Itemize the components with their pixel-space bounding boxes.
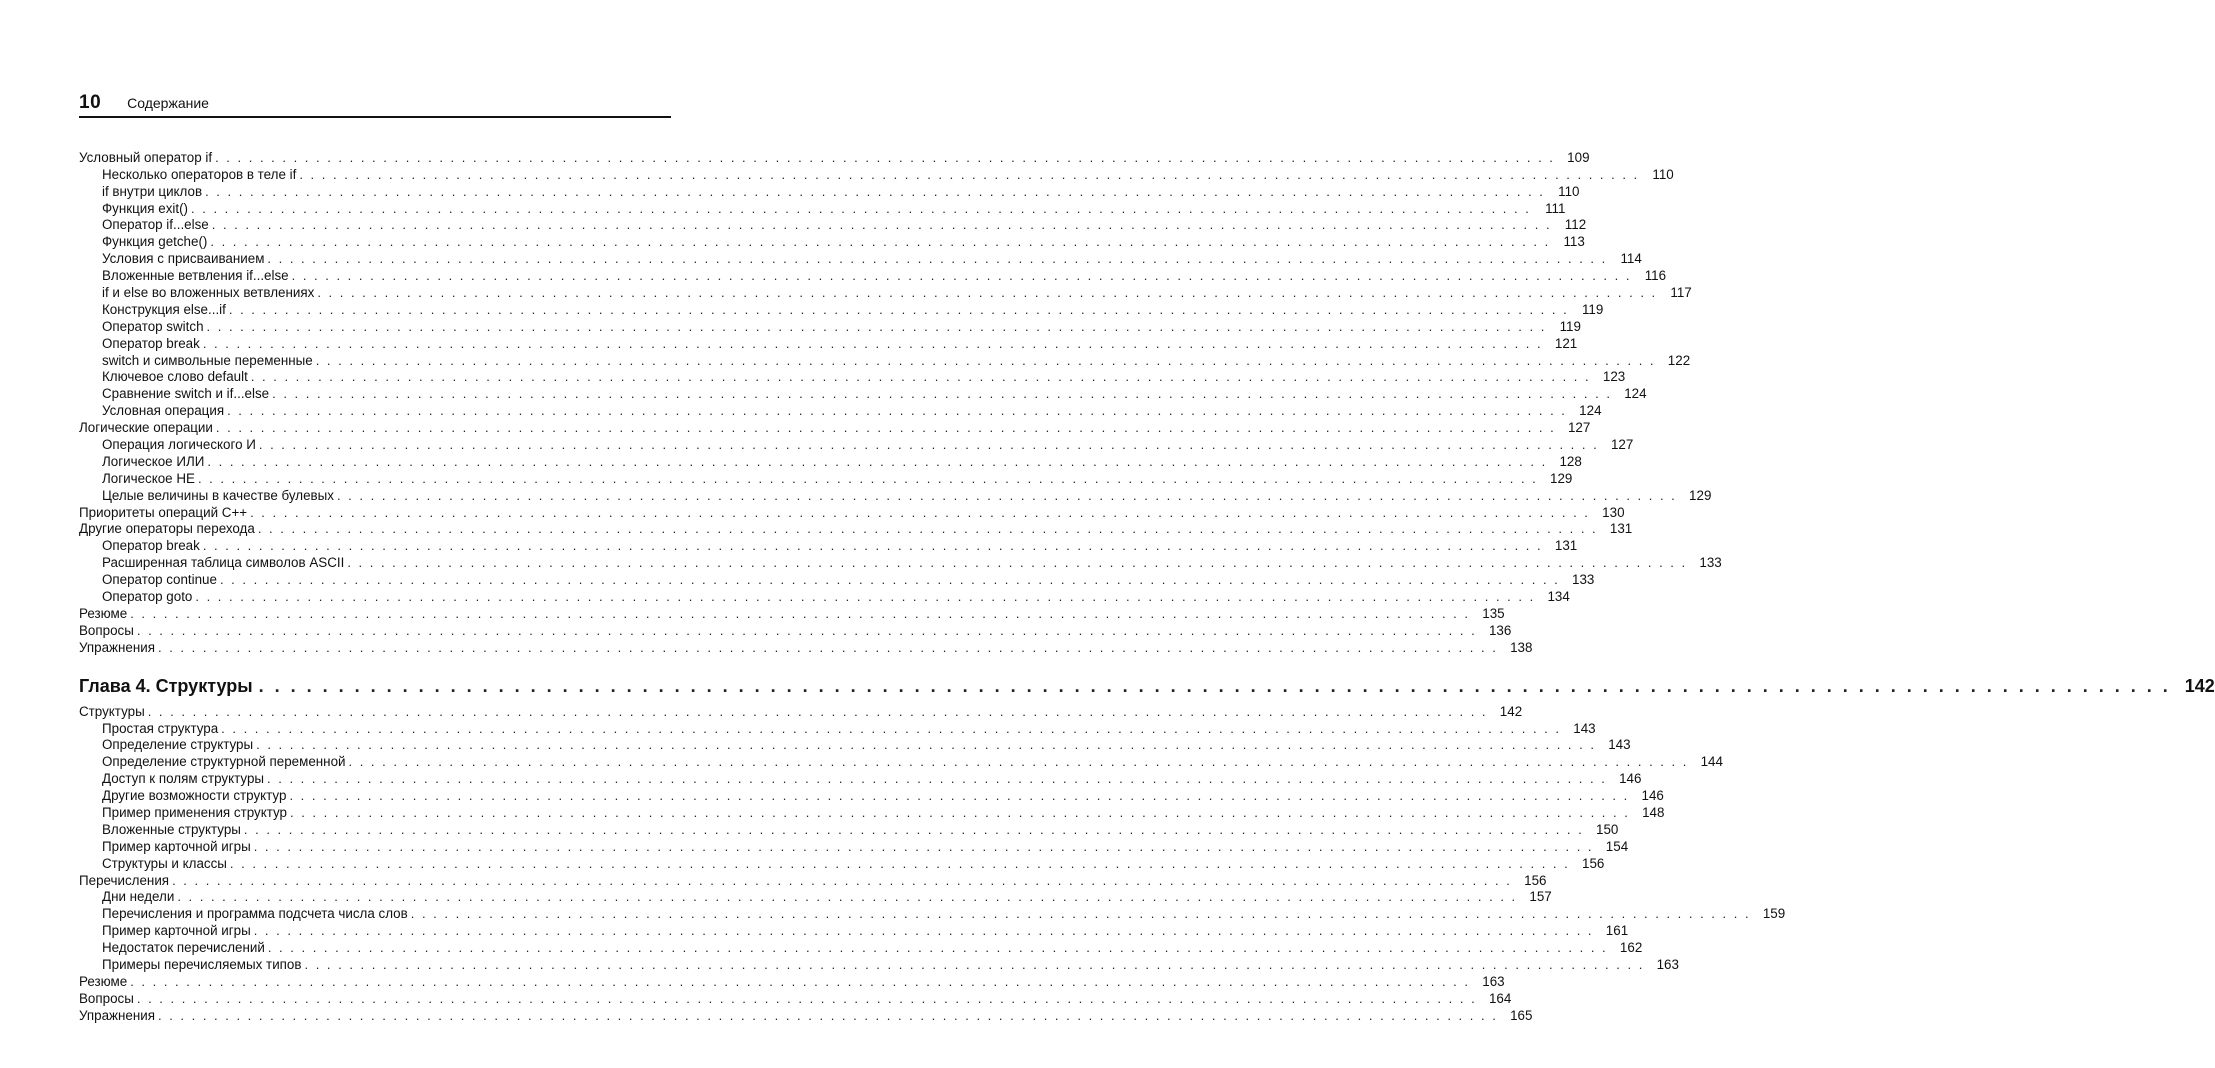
toc-entry xyxy=(79,889,1552,906)
dot-leader: ........................................................................................................................ xyxy=(177,889,1523,905)
dot-leader: ........................................................................................................................ xyxy=(315,352,1662,368)
toc-entry-page: 146 xyxy=(1641,788,1664,804)
toc-entry-page: 144 xyxy=(1700,754,1723,770)
toc-entry xyxy=(79,217,1587,234)
toc-entry-title: Пример применения структур xyxy=(102,804,287,820)
toc-entry-title: Другие возможности структур xyxy=(102,788,287,804)
dot-leader: ........................................................................................................................ xyxy=(348,754,1694,770)
toc-entry-title: Оператор break xyxy=(102,538,200,554)
running-head xyxy=(79,92,671,118)
dot-leader: ........................................................................................................................ xyxy=(317,285,1663,301)
toc-entry-title: Недостаток перечислений xyxy=(102,940,265,956)
dot-leader: ........................................................................................................................ xyxy=(130,605,1476,621)
toc-section-chapter-4 xyxy=(79,703,1786,1024)
toc-entry xyxy=(79,554,1722,571)
toc-entry xyxy=(79,737,1631,754)
dot-leader: ........................................................................................................................ xyxy=(227,403,1573,419)
dot-leader: ........................................................................................................................ xyxy=(206,318,1552,334)
toc-entry xyxy=(79,855,1605,872)
toc-entry-page: 156 xyxy=(1524,872,1547,888)
toc-entry-page: 164 xyxy=(1488,990,1512,1006)
chapter-title: Глава 4. Структуры xyxy=(79,675,253,696)
toc-entry-page: 165 xyxy=(1510,1007,1533,1023)
dot-leader: ........................................................................................................................ xyxy=(253,923,1600,939)
toc-entry-page: 134 xyxy=(1547,589,1570,605)
toc-entry-title: Перечисления и программа подсчета числа слов xyxy=(102,906,408,922)
toc-entry-page: 127 xyxy=(1567,420,1591,436)
toc-entry-page: 133 xyxy=(1572,572,1595,588)
toc-entry-title: Доступ к полям структуры xyxy=(102,771,265,787)
toc-entry xyxy=(79,521,1633,538)
toc-entry-page: 124 xyxy=(1579,403,1602,419)
dot-leader: ........................................................................................................................ xyxy=(258,675,2179,696)
toc-entry-page: 143 xyxy=(1573,720,1596,736)
toc-entry xyxy=(79,369,1626,386)
toc-entry xyxy=(79,284,1692,301)
toc-entry-title: Другие операторы перехода xyxy=(79,521,255,537)
toc-entry-title: Перечисления xyxy=(79,872,170,888)
toc-entry-page: 113 xyxy=(1563,234,1585,250)
toc-entry-title: Вопросы xyxy=(79,990,134,1006)
dot-leader: ........................................................................................................................ xyxy=(336,487,1683,503)
toc-entry-page: 150 xyxy=(1596,821,1619,837)
toc-entry xyxy=(79,571,1595,588)
toc-entry xyxy=(79,939,1643,956)
dot-leader: ........................................................................................................................ xyxy=(272,386,1618,402)
dot-leader: ........................................................................................................................ xyxy=(243,821,1590,837)
toc-entry-page: 128 xyxy=(1559,453,1582,469)
toc-entry-page: 112 xyxy=(1564,217,1587,233)
dot-leader: ........................................................................................................................ xyxy=(410,906,1757,922)
toc-entry-page: 135 xyxy=(1482,605,1505,621)
dot-leader: ........................................................................................................................ xyxy=(299,166,1645,182)
toc-entry xyxy=(79,622,1512,639)
toc-entry-page: 116 xyxy=(1644,268,1667,284)
dot-leader: ........................................................................................................................ xyxy=(197,470,1544,486)
toc-entry-title: Условная операция xyxy=(102,403,225,419)
toc-entry-page: 142 xyxy=(1499,703,1523,719)
toc-entry-title: Логическое ИЛИ xyxy=(102,453,205,469)
dot-leader: ........................................................................................................................ xyxy=(172,872,1518,888)
toc-entry xyxy=(79,487,1712,504)
toc-entry xyxy=(79,470,1573,487)
toc-entry-title: Функция getche() xyxy=(102,234,208,250)
chapter-page: 142 xyxy=(2184,675,2215,696)
toc-entry xyxy=(79,720,1596,737)
dot-leader: ........................................................................................................................ xyxy=(215,420,1562,436)
toc-entry xyxy=(79,537,1578,554)
dot-leader: ........................................................................................................................ xyxy=(195,589,1541,605)
toc-entry-title: Несколько операторов в теле if xyxy=(102,166,297,182)
toc-entry-page: 148 xyxy=(1642,804,1665,820)
dot-leader: ........................................................................................................................ xyxy=(267,251,1613,267)
toc-entry xyxy=(79,804,1665,821)
toc-entry-page: 127 xyxy=(1610,437,1634,453)
dot-leader: ........................................................................................................................ xyxy=(257,521,1604,537)
toc-entry xyxy=(79,436,1634,453)
dot-leader: ........................................................................................................................ xyxy=(229,855,1576,871)
toc-entry-title: Структуры xyxy=(79,703,145,719)
toc-entry xyxy=(79,504,1625,521)
dot-leader: ........................................................................................................................ xyxy=(157,639,1504,655)
toc-section-chapter-3 xyxy=(79,149,1722,656)
dot-leader: ........................................................................................................................ xyxy=(221,720,1567,736)
toc-entry-title: if и else во вложенных ветвлениях xyxy=(102,285,315,301)
toc-entry xyxy=(79,149,1590,166)
toc-entry-page: 131 xyxy=(1609,521,1633,537)
toc-entry-page: 136 xyxy=(1488,622,1512,638)
dot-leader: ........................................................................................................................ xyxy=(253,838,1600,854)
toc-entry xyxy=(79,250,1642,267)
toc-entry xyxy=(79,703,1523,720)
dot-leader: ........................................................................................................................ xyxy=(136,990,1483,1006)
toc-entry-title: Расширенная таблица символов ASCII xyxy=(102,555,345,571)
toc-entry xyxy=(79,267,1667,284)
dot-leader: ........................................................................................................................ xyxy=(228,301,1575,317)
dot-leader: ........................................................................................................................ xyxy=(191,200,1537,216)
toc-entry-page: 119 xyxy=(1581,301,1604,317)
toc-entry-page: 131 xyxy=(1554,538,1578,554)
toc-entry-page: 111 xyxy=(1545,200,1566,216)
toc-entry-title: Логическое НЕ xyxy=(102,470,195,486)
toc-entry-page: 121 xyxy=(1554,335,1578,351)
toc-entry xyxy=(79,385,1647,402)
toc-entry xyxy=(79,605,1505,622)
toc-entry xyxy=(79,588,1570,605)
toc-entry xyxy=(79,922,1629,939)
dot-leader: ........................................................................................................................ xyxy=(258,437,1605,453)
toc-entry-page: 110 xyxy=(1558,183,1580,199)
toc-entry xyxy=(79,453,1582,470)
toc-entry-title: Условный оператор if xyxy=(79,149,213,165)
toc-entry xyxy=(79,419,1591,436)
dot-leader: ........................................................................................................................ xyxy=(256,737,1602,753)
toc-entry-title: Вложенные структуры xyxy=(102,821,241,837)
toc-entry-title: Оператор switch xyxy=(102,318,204,334)
dot-leader: ........................................................................................................................ xyxy=(147,703,1494,719)
toc-entry-page: 157 xyxy=(1529,889,1552,905)
toc-entry xyxy=(79,183,1580,200)
dot-leader: ........................................................................................................................ xyxy=(267,940,1614,956)
toc-entry-title: Функция exit() xyxy=(102,200,189,216)
dot-leader: ........................................................................................................................ xyxy=(202,335,1549,351)
toc-entry-page: 159 xyxy=(1762,906,1786,922)
toc-entry-title: if внутри циклов xyxy=(102,183,203,199)
dot-leader: ........................................................................................................................ xyxy=(347,555,1693,571)
section-name: Содержание xyxy=(127,95,209,111)
toc-entry-page: 161 xyxy=(1605,923,1629,939)
chapter-heading xyxy=(79,656,2215,703)
toc-entry xyxy=(79,1007,1533,1024)
toc-entry xyxy=(79,990,1512,1007)
toc-entry-title: Оператор if...else xyxy=(102,217,209,233)
toc-entry-page: 163 xyxy=(1482,973,1505,989)
dot-leader: ........................................................................................................................ xyxy=(290,804,1636,820)
toc-entry-title: Ключевое слово default xyxy=(102,369,248,385)
dot-leader: ........................................................................................................................ xyxy=(202,538,1549,554)
toc-entry-page: 110 xyxy=(1652,166,1674,182)
toc-entry-page: 123 xyxy=(1602,369,1626,385)
dot-leader: ........................................................................................................................ xyxy=(304,956,1650,972)
toc-entry-page: 130 xyxy=(1602,504,1625,520)
toc-entry-title: Примеры перечисляемых типов xyxy=(102,956,302,972)
toc-entry-page: 129 xyxy=(1550,470,1573,486)
toc-entry-page: 146 xyxy=(1619,771,1642,787)
page-number: 10 xyxy=(79,92,102,113)
toc-entry-page: 143 xyxy=(1608,737,1631,753)
toc-entry-page: 124 xyxy=(1624,386,1647,402)
dot-leader: ........................................................................................................................ xyxy=(250,504,1596,520)
toc-entry-title: Приоритеты операций C++ xyxy=(79,504,248,520)
toc-entry-page: 129 xyxy=(1689,487,1712,503)
toc-entry-title: Оператор break xyxy=(102,335,200,351)
toc-entry-title: Вложенные ветвления if...else xyxy=(102,268,289,284)
dot-leader: ........................................................................................................................ xyxy=(211,217,1558,233)
toc-entry-page: 162 xyxy=(1619,940,1643,956)
toc-entry xyxy=(79,973,1505,990)
toc-entry-title: switch и символьные переменные xyxy=(102,352,313,368)
dot-leader: ........................................................................................................................ xyxy=(250,369,1597,385)
toc-entry-page: 156 xyxy=(1582,855,1605,871)
toc-entry xyxy=(79,838,1629,855)
dot-leader: ........................................................................................................................ xyxy=(267,771,1613,787)
dot-leader: ........................................................................................................................ xyxy=(205,183,1551,199)
table-of-contents xyxy=(79,149,2215,1024)
toc-entry-page: 122 xyxy=(1667,352,1691,368)
toc-entry-title: Определение структурной переменной xyxy=(102,754,346,770)
toc-entry xyxy=(79,753,1723,770)
dot-leader: ........................................................................................................................ xyxy=(219,572,1566,588)
toc-entry-title: Пример карточной игры xyxy=(102,838,251,854)
dot-leader: ........................................................................................................................ xyxy=(207,453,1553,469)
toc-entry xyxy=(79,770,1642,787)
dot-leader: ........................................................................................................................ xyxy=(215,149,1561,165)
toc-entry-title: Целые величины в качестве булевых xyxy=(102,487,334,503)
toc-entry-title: Сравнение switch и if...else xyxy=(102,386,270,402)
toc-entry xyxy=(79,639,1533,656)
toc-entry xyxy=(79,200,1566,217)
dot-leader: ........................................................................................................................ xyxy=(210,234,1556,250)
toc-entry-title: Упражнения xyxy=(79,1007,155,1023)
toc-entry xyxy=(79,233,1585,250)
toc-entry-title: Резюме xyxy=(79,605,128,621)
toc-entry-page: 133 xyxy=(1699,555,1722,571)
dot-leader: ........................................................................................................................ xyxy=(289,788,1635,804)
toc-entry-title: Пример карточной игры xyxy=(102,923,251,939)
toc-entry-title: Структуры и классы xyxy=(102,855,227,871)
toc-entry-title: Упражнения xyxy=(79,639,155,655)
toc-entry-title: Условия с присваиванием xyxy=(102,251,265,267)
toc-entry-page: 138 xyxy=(1510,639,1533,655)
dot-leader: ........................................................................................................................ xyxy=(136,622,1483,638)
toc-entry-page: 163 xyxy=(1656,956,1679,972)
toc-entry-title: Дни недели xyxy=(102,889,175,905)
toc-entry-title: Оператор goto xyxy=(102,589,193,605)
dot-leader: ........................................................................................................................ xyxy=(291,268,1638,284)
toc-entry xyxy=(79,402,1602,419)
toc-entry xyxy=(79,318,1581,335)
toc-entry-title: Логические операции xyxy=(79,420,213,436)
toc-entry xyxy=(79,905,1786,922)
toc-entry-title: Оператор continue xyxy=(102,572,217,588)
toc-entry-page: 109 xyxy=(1567,149,1590,165)
toc-entry xyxy=(79,872,1547,889)
dot-leader: ........................................................................................................................ xyxy=(130,973,1476,989)
toc-entry-page: 117 xyxy=(1670,285,1692,301)
toc-entry-title: Операция логического И xyxy=(102,437,256,453)
toc-entry-title: Конструкция else...if xyxy=(102,301,226,317)
toc-entry xyxy=(79,352,1691,369)
toc-entry xyxy=(79,956,1679,973)
toc-entry-title: Резюме xyxy=(79,973,128,989)
toc-entry xyxy=(79,335,1578,352)
toc-entry-title: Определение структуры xyxy=(102,737,254,753)
toc-entry-page: 119 xyxy=(1559,318,1581,334)
toc-entry xyxy=(79,821,1619,838)
toc-entry xyxy=(79,787,1664,804)
toc-entry xyxy=(79,166,1674,183)
toc-entry xyxy=(79,301,1604,318)
toc-entry-page: 114 xyxy=(1620,251,1642,267)
toc-entry-page: 154 xyxy=(1605,838,1629,854)
toc-entry-title: Вопросы xyxy=(79,622,134,638)
dot-leader: ........................................................................................................................ xyxy=(157,1007,1504,1023)
toc-entry-title: Простая структура xyxy=(102,720,219,736)
